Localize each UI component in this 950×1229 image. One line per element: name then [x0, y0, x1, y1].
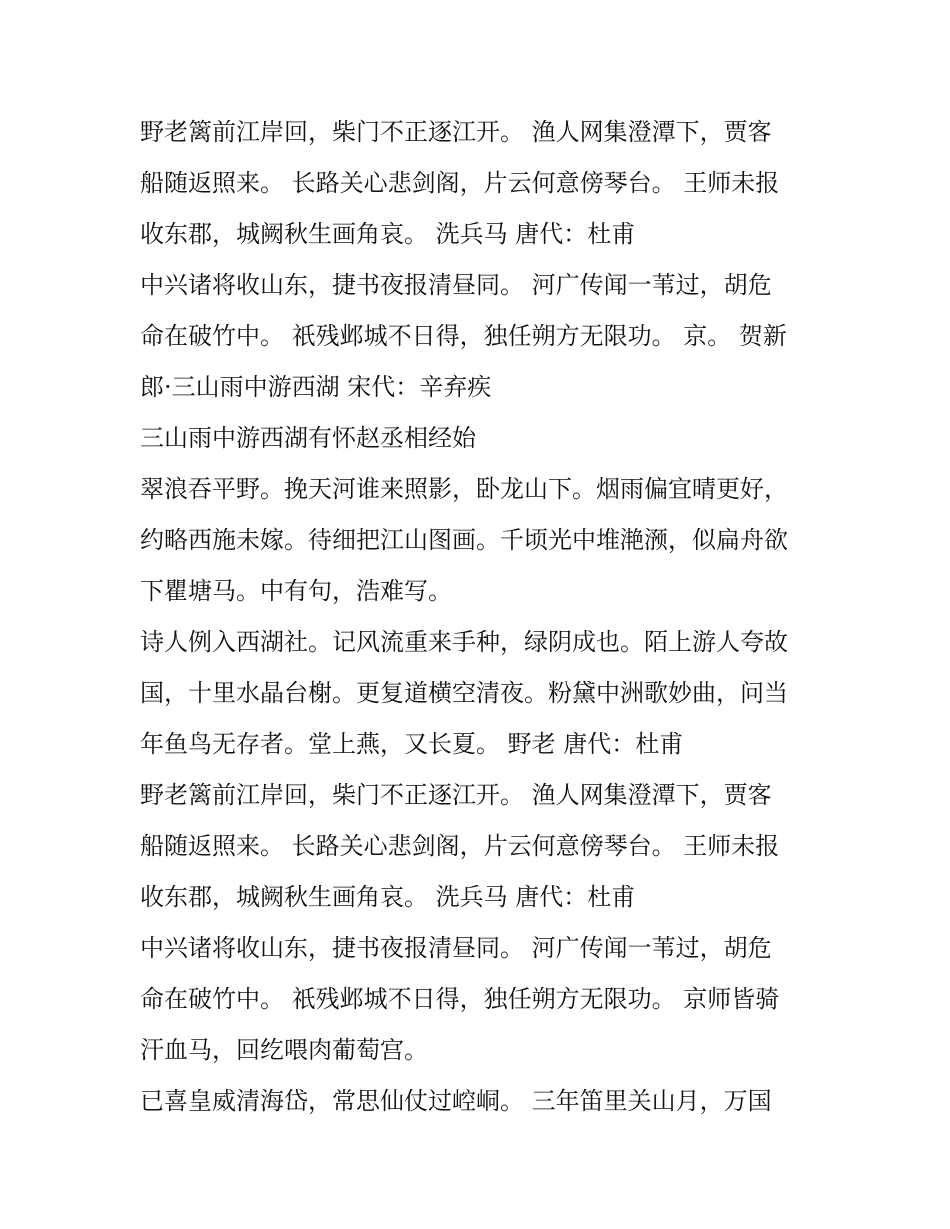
- text-line: 年鱼鸟无存者。堂上燕，又长夏。 野老 唐代：杜甫: [140, 730, 684, 758]
- text-line: 诗人例入西湖社。记风流重来手种，绿阴成也。陌上游人夸故: [140, 628, 788, 656]
- text-line: 中兴诸将收山东，捷书夜报清昼同。 河广传闻一苇过，胡危: [140, 934, 772, 962]
- text-line: 收东郡，城阙秋生画角哀。 洗兵马 唐代：杜甫: [140, 883, 636, 911]
- text-line: 翠浪吞平野。挽天河谁来照影，卧龙山下。烟雨偏宜晴更好，: [140, 475, 788, 503]
- text-line: 已喜皇威清海岱，常思仙仗过崆峒。 三年笛里关山月，万国: [140, 1087, 772, 1115]
- text-line: 国，十里水晶台榭。更复道横空清夜。粉黛中洲歌妙曲，问当: [140, 679, 788, 707]
- poem-text-block: [140, 107, 820, 1127]
- text-line: 命在破竹中。 祇残邺城不日得，独任朔方无限功。 京师皆骑: [140, 985, 780, 1013]
- text-line: 汗血马，回纥喂肉葡萄宫。: [140, 1036, 428, 1064]
- text-line: 三山雨中游西湖有怀赵丞相经始: [140, 424, 476, 452]
- text-line: 野老篱前江岸回，柴门不正逐江开。 渔人网集澄潭下，贾客: [140, 118, 772, 146]
- text-line: 船随返照来。 长路关心悲剑阁，片云何意傍琴台。 王师未报: [140, 169, 780, 197]
- text-line: 命在破竹中。 祇残邺城不日得，独任朔方无限功。 京。 贺新: [140, 322, 787, 350]
- text-line: 约略西施未嫁。待细把江山图画。千顷光中堆滟滪，似扁舟欲: [140, 526, 788, 554]
- text-line: 野老篱前江岸回，柴门不正逐江开。 渔人网集澄潭下，贾客: [140, 781, 772, 809]
- text-line: 收东郡，城阙秋生画角哀。 洗兵马 唐代：杜甫: [140, 220, 636, 248]
- text-line: 下瞿塘马。中有句，浩难写。: [140, 577, 452, 605]
- text-line: 中兴诸将收山东，捷书夜报清昼同。 河广传闻一苇过，胡危: [140, 271, 772, 299]
- text-line: 郎·三山雨中游西湖 宋代：辛弃疾: [140, 373, 492, 401]
- text-line: 船随返照来。 长路关心悲剑阁，片云何意傍琴台。 王师未报: [140, 832, 780, 860]
